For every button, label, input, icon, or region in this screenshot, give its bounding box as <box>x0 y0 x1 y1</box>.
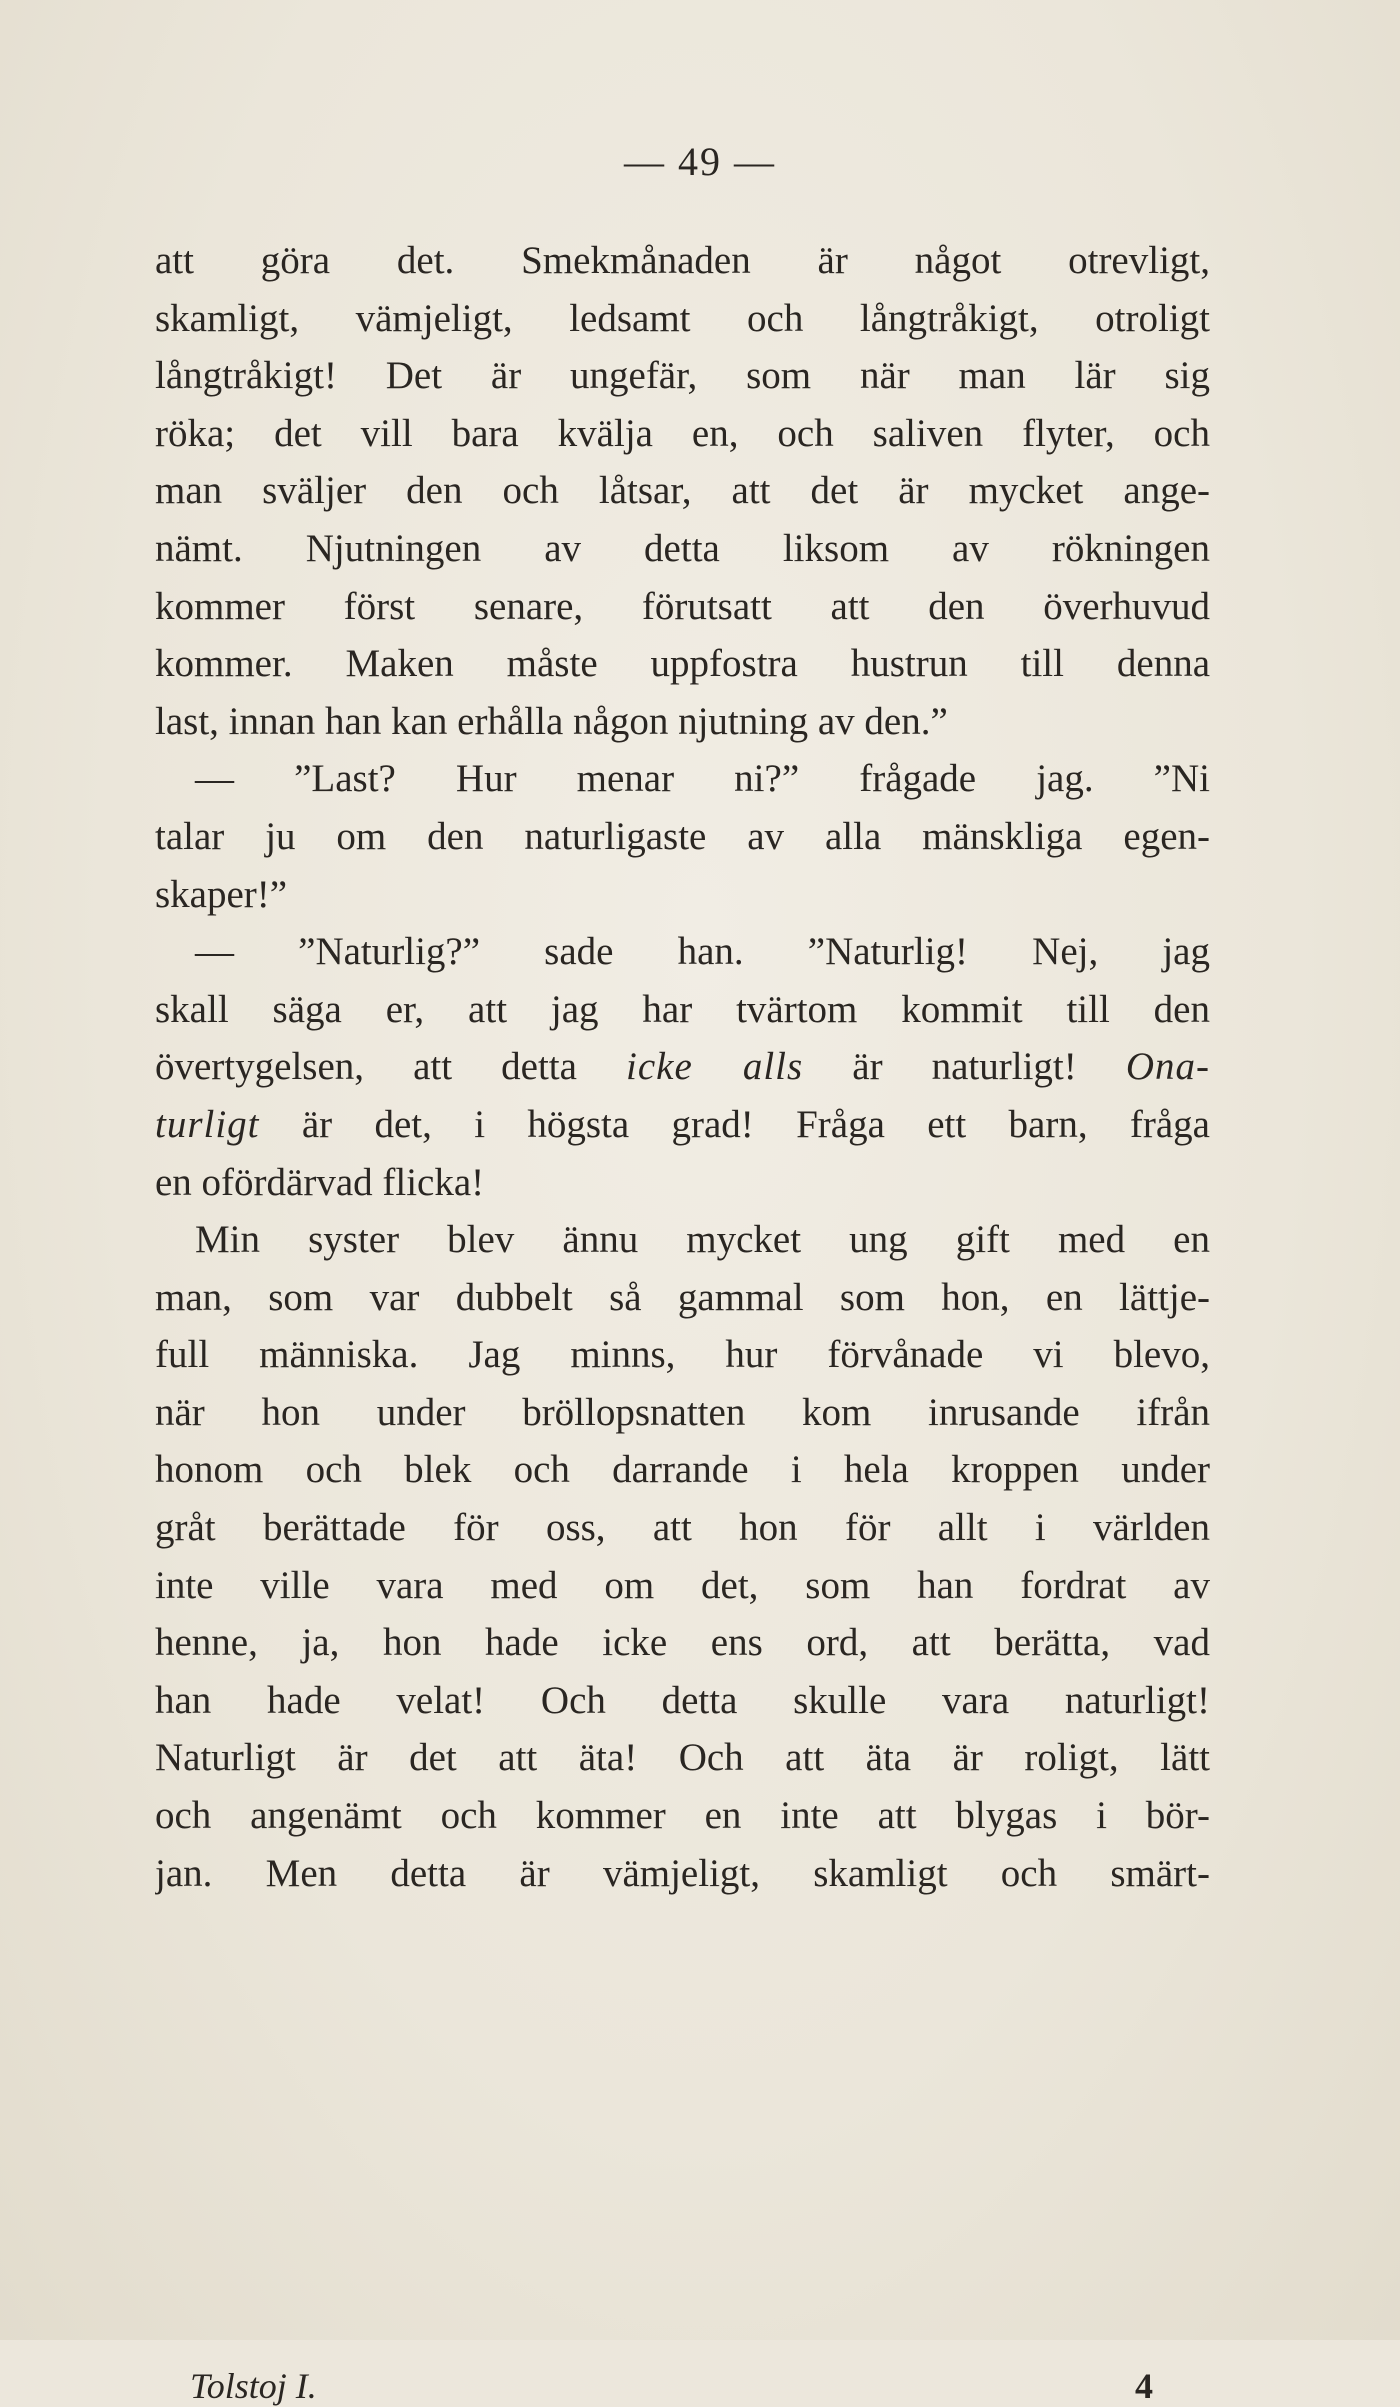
text-segment: han hade velat! Och detta skulle vara naturligt! <box>155 1678 1210 1722</box>
text-line <box>155 232 1210 290</box>
text-segment: är det, i högsta grad! Fråga ett barn, fråga <box>259 1102 1210 1146</box>
text-segment: övertygelsen, att detta <box>155 1045 626 1089</box>
text-line <box>155 1499 1210 1557</box>
text-segment: och angenämt och kommer en inte att blygas i bör- <box>155 1794 1210 1838</box>
text-segment: man sväljer den och låtsar, att det är mycket ange- <box>155 469 1210 513</box>
text-line <box>155 1154 1210 1212</box>
text-line <box>155 923 1210 981</box>
text-line <box>155 1672 1210 1730</box>
text-segment: att göra det. Smekmånaden är något otrevligt, <box>155 239 1210 282</box>
italic-text: turligt <box>155 1102 260 1146</box>
text-line <box>155 1557 1210 1615</box>
text-line <box>155 1729 1210 1787</box>
text-segment: jan. Men detta är vämjeligt, skamligt och smärt- <box>155 1851 1210 1895</box>
italic-text: icke alls <box>626 1045 804 1089</box>
text-segment: henne, ja, hon hade icke ens ord, att berätta, vad <box>155 1621 1210 1665</box>
text-segment: Naturligt är det att äta! Och att äta är roligt, lätt <box>155 1736 1210 1780</box>
text-segment: när hon under bröllopsnatten kom inrusande ifrån <box>155 1390 1210 1434</box>
text-line <box>155 1441 1210 1499</box>
text-line <box>155 1614 1210 1672</box>
text-segment: full människa. Jag minns, hur förvånade vi blevo, <box>155 1333 1210 1377</box>
text-segment: nämt. Njutningen av detta liksom av rökningen <box>155 526 1210 570</box>
text-line <box>155 462 1210 520</box>
page-number: — 49 — <box>624 139 776 184</box>
text-line <box>155 1211 1210 1269</box>
text-line <box>155 693 1210 751</box>
text-line <box>155 635 1210 693</box>
text-segment: kommer. Maken måste uppfostra hustrun till denna <box>155 642 1210 686</box>
text-line <box>155 1845 1210 1903</box>
text-line <box>155 578 1210 636</box>
text-segment: skaper!” <box>155 872 288 916</box>
text-segment: Min syster blev ännu mycket ung gift med en <box>195 1218 1210 1262</box>
text-segment: gråt berättade för oss, att hon för allt i världen <box>155 1506 1210 1550</box>
sheet-number: 4 <box>1135 2366 1153 2406</box>
text-line <box>155 808 1210 866</box>
text-segment: skall säga er, att jag har tvärtom kommit till den <box>155 987 1210 1031</box>
text-line <box>155 520 1210 578</box>
italic-text: Ona- <box>1125 1045 1210 1089</box>
text-segment: — ”Last? Hur menar ni?” frågade jag. ”Ni <box>195 757 1210 801</box>
text-segment: kommer först senare, förutsatt att den överhuvud <box>155 584 1210 628</box>
text-line <box>155 750 1210 808</box>
text-segment: inte ville vara med om det, som han fordrat av <box>155 1563 1210 1607</box>
text-segment: last, innan han kan erhålla någon njutning av den.” <box>155 699 948 743</box>
text-segment: röka; det vill bara kvälja en, och saliven flyter, och <box>155 411 1210 455</box>
body-text <box>155 232 1210 1902</box>
text-segment: en ofördärvad flicka! <box>155 1160 485 1204</box>
text-line <box>155 1096 1210 1154</box>
text-line <box>155 1787 1210 1845</box>
text-line <box>155 1038 1210 1096</box>
signature-mark: Tolstoj I. <box>190 2366 317 2406</box>
text-line <box>155 1326 1210 1384</box>
text-line <box>155 1269 1210 1327</box>
text-line <box>155 981 1210 1039</box>
text-segment: — ”Naturlig?” sade han. ”Naturlig! Nej, jag <box>195 930 1210 974</box>
text-segment: talar ju om den naturligaste av alla mänskliga egen- <box>155 814 1210 858</box>
text-line <box>155 1384 1210 1442</box>
text-segment: man, som var dubbelt så gammal som hon, en lättje- <box>155 1275 1210 1319</box>
text-segment: är naturligt! <box>803 1045 1126 1089</box>
text-line <box>155 405 1210 463</box>
text-line <box>155 866 1210 924</box>
text-line <box>155 290 1210 348</box>
text-segment: honom och blek och darrande i hela kroppen under <box>155 1448 1210 1492</box>
text-line <box>155 347 1210 405</box>
text-segment: långtråkigt! Det är ungefär, som när man lär sig <box>155 354 1210 398</box>
text-segment: skamligt, vämjeligt, ledsamt och långtråkigt, otroligt <box>155 296 1210 340</box>
